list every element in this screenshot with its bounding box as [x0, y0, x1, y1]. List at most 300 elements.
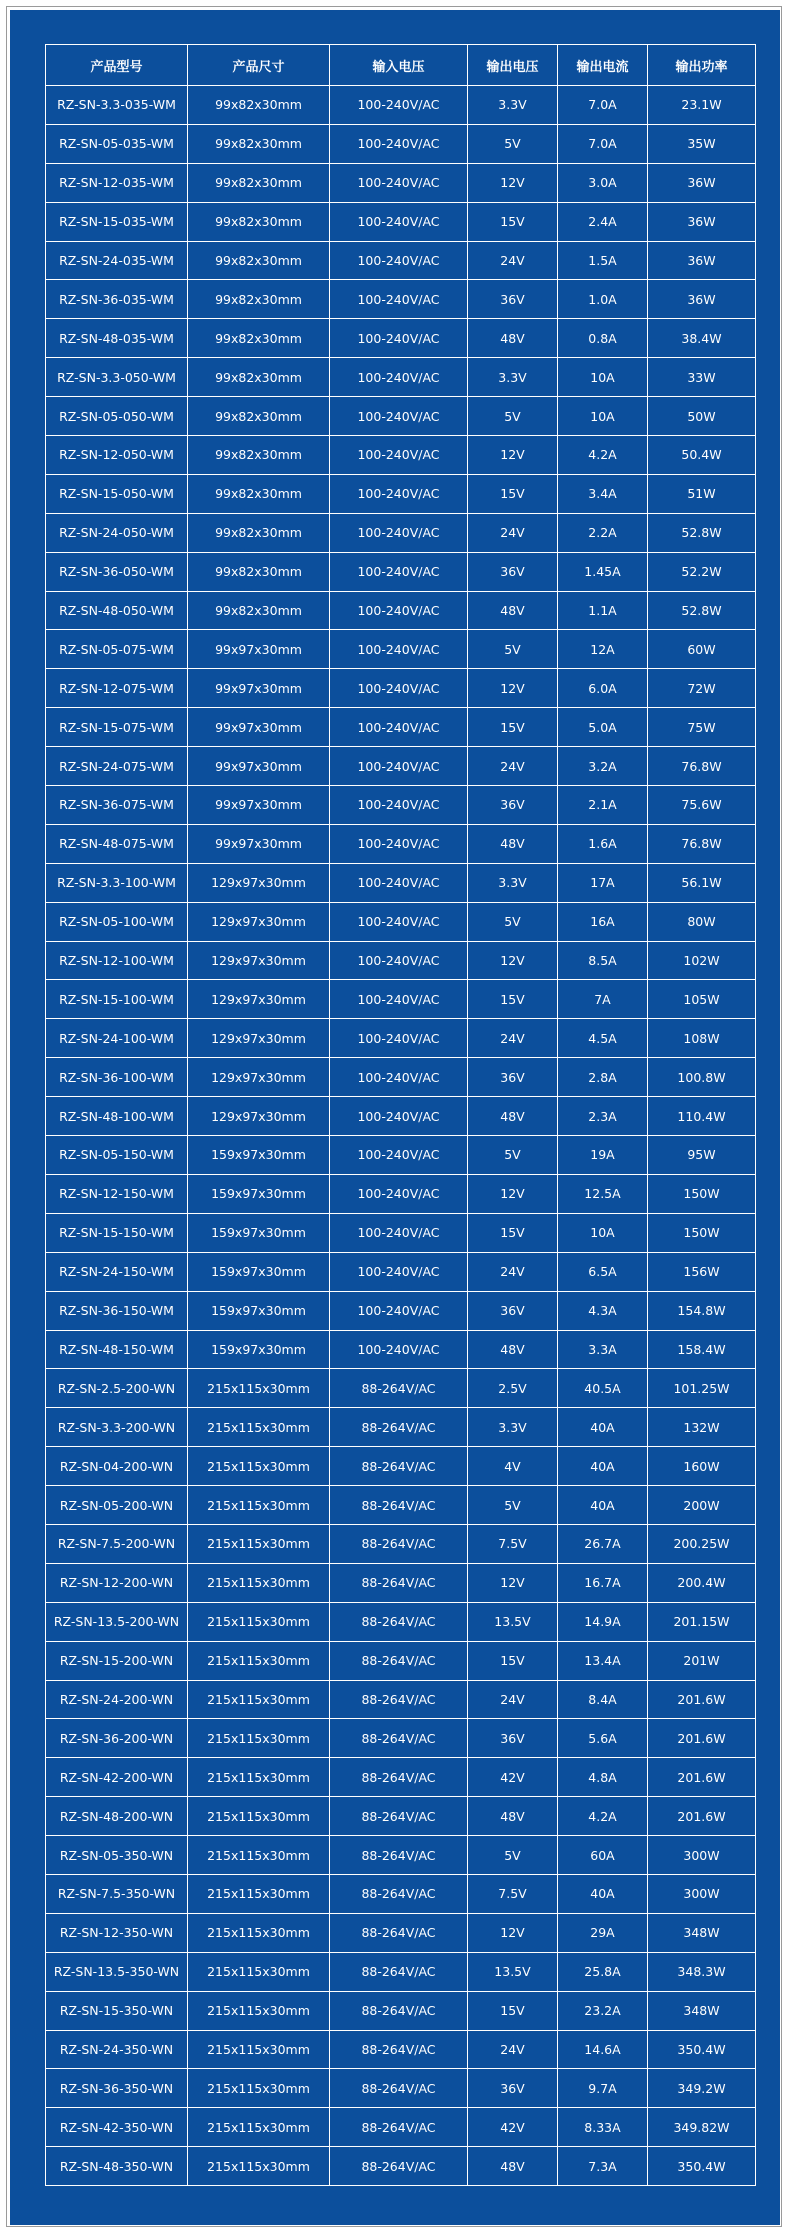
cell-output-current: 16.7A — [558, 1563, 648, 1602]
cell-output-power: 201.6W — [648, 1719, 756, 1758]
cell-size: 99x82x30mm — [188, 319, 330, 358]
cell-input-voltage: 88-264V/AC — [330, 1874, 468, 1913]
cell-model: RZ-SN-13.5-200-WN — [46, 1602, 188, 1641]
cell-input-voltage: 100-240V/AC — [330, 202, 468, 241]
table-row — [46, 1330, 756, 1369]
cell-output-power: 50W — [648, 397, 756, 436]
table-row — [46, 1058, 756, 1097]
cell-size: 99x82x30mm — [188, 163, 330, 202]
cell-input-voltage: 88-264V/AC — [330, 1369, 468, 1408]
table-row — [46, 241, 756, 280]
cell-model: RZ-SN-7.5-350-WN — [46, 1874, 188, 1913]
table-row — [46, 1019, 756, 1058]
cell-input-voltage: 100-240V/AC — [330, 591, 468, 630]
cell-output-voltage: 48V — [468, 1797, 558, 1836]
cell-output-power: 201.6W — [648, 1758, 756, 1797]
cell-output-power: 100.8W — [648, 1058, 756, 1097]
cell-output-current: 9.7A — [558, 2069, 648, 2108]
cell-output-current: 10A — [558, 1213, 648, 1252]
cell-model: RZ-SN-15-035-WM — [46, 202, 188, 241]
cell-output-current: 3.0A — [558, 163, 648, 202]
cell-output-voltage: 4V — [468, 1447, 558, 1486]
cell-output-power: 200.25W — [648, 1524, 756, 1563]
cell-output-voltage: 15V — [468, 1213, 558, 1252]
table-row — [46, 591, 756, 630]
cell-output-current: 8.33A — [558, 2108, 648, 2147]
cell-input-voltage: 100-240V/AC — [330, 1058, 468, 1097]
cell-size: 215x115x30mm — [188, 1369, 330, 1408]
cell-size: 129x97x30mm — [188, 1097, 330, 1136]
cell-size: 129x97x30mm — [188, 902, 330, 941]
table-row — [46, 708, 756, 747]
table-row — [46, 1758, 756, 1797]
cell-input-voltage: 88-264V/AC — [330, 1486, 468, 1525]
cell-output-current: 2.2A — [558, 513, 648, 552]
cell-model: RZ-SN-05-035-WM — [46, 124, 188, 163]
cell-output-current: 12A — [558, 630, 648, 669]
table-row — [46, 1719, 756, 1758]
cell-input-voltage: 88-264V/AC — [330, 1719, 468, 1758]
cell-input-voltage: 100-240V/AC — [330, 941, 468, 980]
cell-size: 215x115x30mm — [188, 1486, 330, 1525]
table-row — [46, 1641, 756, 1680]
cell-model: RZ-SN-15-150-WM — [46, 1213, 188, 1252]
cell-model: RZ-SN-15-200-WN — [46, 1641, 188, 1680]
cell-output-voltage: 5V — [468, 1136, 558, 1175]
cell-input-voltage: 88-264V/AC — [330, 1952, 468, 1991]
cell-model: RZ-SN-05-050-WM — [46, 397, 188, 436]
cell-size: 99x97x30mm — [188, 630, 330, 669]
cell-size: 99x82x30mm — [188, 358, 330, 397]
cell-size: 215x115x30mm — [188, 1991, 330, 2030]
cell-size: 99x82x30mm — [188, 280, 330, 319]
cell-output-voltage: 3.3V — [468, 863, 558, 902]
table-row — [46, 319, 756, 358]
cell-output-current: 6.5A — [558, 1252, 648, 1291]
cell-output-current: 3.2A — [558, 747, 648, 786]
cell-size: 215x115x30mm — [188, 1836, 330, 1875]
table-row — [46, 1486, 756, 1525]
cell-output-power: 105W — [648, 980, 756, 1019]
cell-output-power: 101.25W — [648, 1369, 756, 1408]
table-row — [46, 397, 756, 436]
cell-output-voltage: 7.5V — [468, 1874, 558, 1913]
cell-output-current: 13.4A — [558, 1641, 648, 1680]
cell-model: RZ-SN-42-200-WN — [46, 1758, 188, 1797]
cell-size: 99x82x30mm — [188, 124, 330, 163]
cell-model: RZ-SN-12-150-WM — [46, 1174, 188, 1213]
cell-size: 99x82x30mm — [188, 474, 330, 513]
cell-size: 129x97x30mm — [188, 941, 330, 980]
cell-output-current: 8.4A — [558, 1680, 648, 1719]
cell-output-current: 4.2A — [558, 436, 648, 475]
cell-size: 99x82x30mm — [188, 202, 330, 241]
cell-output-voltage: 3.3V — [468, 86, 558, 125]
cell-output-current: 10A — [558, 358, 648, 397]
cell-output-voltage: 15V — [468, 708, 558, 747]
cell-input-voltage: 100-240V/AC — [330, 863, 468, 902]
cell-output-power: 35W — [648, 124, 756, 163]
cell-size: 215x115x30mm — [188, 2108, 330, 2147]
table-row — [46, 1213, 756, 1252]
cell-model: RZ-SN-2.5-200-WN — [46, 1369, 188, 1408]
cell-output-current: 19A — [558, 1136, 648, 1175]
cell-size: 99x82x30mm — [188, 436, 330, 475]
table-row — [46, 1991, 756, 2030]
cell-output-power: 76.8W — [648, 747, 756, 786]
cell-input-voltage: 88-264V/AC — [330, 1524, 468, 1563]
cell-output-voltage: 12V — [468, 1174, 558, 1213]
cell-output-power: 348W — [648, 1913, 756, 1952]
cell-input-voltage: 100-240V/AC — [330, 552, 468, 591]
cell-size: 159x97x30mm — [188, 1330, 330, 1369]
cell-size: 215x115x30mm — [188, 1952, 330, 1991]
cell-output-power: 201.6W — [648, 1797, 756, 1836]
cell-input-voltage: 88-264V/AC — [330, 1408, 468, 1447]
table-row — [46, 513, 756, 552]
cell-size: 215x115x30mm — [188, 1680, 330, 1719]
cell-output-current: 14.9A — [558, 1602, 648, 1641]
cell-model: RZ-SN-3.3-200-WN — [46, 1408, 188, 1447]
cell-output-power: 52.8W — [648, 591, 756, 630]
table-header-row — [46, 45, 756, 86]
cell-output-voltage: 2.5V — [468, 1369, 558, 1408]
cell-output-voltage: 36V — [468, 786, 558, 825]
table-row — [46, 630, 756, 669]
cell-output-power: 200.4W — [648, 1563, 756, 1602]
cell-model: RZ-SN-24-150-WM — [46, 1252, 188, 1291]
cell-output-voltage: 48V — [468, 1097, 558, 1136]
cell-input-voltage: 88-264V/AC — [330, 1836, 468, 1875]
table-row — [46, 124, 756, 163]
cell-model: RZ-SN-36-035-WM — [46, 280, 188, 319]
cell-output-power: 36W — [648, 202, 756, 241]
cell-output-power: 36W — [648, 280, 756, 319]
cell-output-voltage: 48V — [468, 1330, 558, 1369]
cell-output-voltage: 5V — [468, 124, 558, 163]
cell-output-power: 160W — [648, 1447, 756, 1486]
cell-output-current: 40.5A — [558, 1369, 648, 1408]
cell-input-voltage: 100-240V/AC — [330, 436, 468, 475]
table-row — [46, 747, 756, 786]
cell-input-voltage: 88-264V/AC — [330, 1447, 468, 1486]
table-row — [46, 1836, 756, 1875]
cell-output-current: 16A — [558, 902, 648, 941]
cell-model: RZ-SN-36-075-WM — [46, 786, 188, 825]
cell-output-power: 52.8W — [648, 513, 756, 552]
cell-output-voltage: 12V — [468, 669, 558, 708]
cell-output-voltage: 48V — [468, 824, 558, 863]
cell-output-power: 36W — [648, 241, 756, 280]
cell-output-voltage: 5V — [468, 902, 558, 941]
cell-model: RZ-SN-24-100-WM — [46, 1019, 188, 1058]
cell-model: RZ-SN-15-050-WM — [46, 474, 188, 513]
cell-output-power: 76.8W — [648, 824, 756, 863]
cell-size: 215x115x30mm — [188, 1524, 330, 1563]
cell-output-current: 1.6A — [558, 824, 648, 863]
table-row — [46, 2147, 756, 2186]
cell-output-power: 350.4W — [648, 2030, 756, 2069]
cell-output-current: 7A — [558, 980, 648, 1019]
cell-model: RZ-SN-05-150-WM — [46, 1136, 188, 1175]
cell-output-voltage: 36V — [468, 552, 558, 591]
header-output-voltage: 输出电压 — [468, 45, 558, 86]
cell-output-current: 8.5A — [558, 941, 648, 980]
cell-output-current: 17A — [558, 863, 648, 902]
cell-model: RZ-SN-05-350-WN — [46, 1836, 188, 1875]
cell-output-voltage: 13.5V — [468, 1602, 558, 1641]
cell-model: RZ-SN-48-350-WN — [46, 2147, 188, 2186]
table-row — [46, 1524, 756, 1563]
cell-output-current: 14.6A — [558, 2030, 648, 2069]
cell-output-power: 56.1W — [648, 863, 756, 902]
cell-output-power: 132W — [648, 1408, 756, 1447]
cell-size: 215x115x30mm — [188, 1913, 330, 1952]
table-row — [46, 941, 756, 980]
cell-size: 129x97x30mm — [188, 980, 330, 1019]
cell-output-current: 23.2A — [558, 1991, 648, 2030]
cell-output-voltage: 24V — [468, 513, 558, 552]
cell-size: 215x115x30mm — [188, 1602, 330, 1641]
table-row — [46, 1408, 756, 1447]
cell-model: RZ-SN-24-050-WM — [46, 513, 188, 552]
table-row — [46, 1136, 756, 1175]
cell-output-power: 72W — [648, 669, 756, 708]
cell-size: 215x115x30mm — [188, 1719, 330, 1758]
cell-size: 159x97x30mm — [188, 1174, 330, 1213]
cell-output-power: 95W — [648, 1136, 756, 1175]
cell-model: RZ-SN-05-100-WM — [46, 902, 188, 941]
cell-output-power: 80W — [648, 902, 756, 941]
cell-output-voltage: 3.3V — [468, 358, 558, 397]
cell-model: RZ-SN-12-100-WM — [46, 941, 188, 980]
cell-output-voltage: 48V — [468, 591, 558, 630]
table-row — [46, 1952, 756, 1991]
cell-input-voltage: 88-264V/AC — [330, 2030, 468, 2069]
cell-output-power: 154.8W — [648, 1291, 756, 1330]
cell-output-current: 7.3A — [558, 2147, 648, 2186]
cell-output-power: 33W — [648, 358, 756, 397]
cell-input-voltage: 100-240V/AC — [330, 124, 468, 163]
cell-output-voltage: 36V — [468, 1291, 558, 1330]
cell-size: 99x97x30mm — [188, 708, 330, 747]
cell-output-voltage: 36V — [468, 2069, 558, 2108]
cell-model: RZ-SN-48-075-WM — [46, 824, 188, 863]
cell-output-voltage: 48V — [468, 2147, 558, 2186]
table-row — [46, 436, 756, 475]
cell-input-voltage: 100-240V/AC — [330, 1213, 468, 1252]
table-row — [46, 2030, 756, 2069]
cell-output-power: 51W — [648, 474, 756, 513]
table-row — [46, 1680, 756, 1719]
cell-size: 159x97x30mm — [188, 1136, 330, 1175]
cell-model: RZ-SN-48-050-WM — [46, 591, 188, 630]
cell-model: RZ-SN-48-035-WM — [46, 319, 188, 358]
cell-output-current: 29A — [558, 1913, 648, 1952]
header-model: 产品型号 — [46, 45, 188, 86]
cell-model: RZ-SN-05-075-WM — [46, 630, 188, 669]
cell-output-voltage: 5V — [468, 1486, 558, 1525]
cell-output-power: 349.82W — [648, 2108, 756, 2147]
cell-model: RZ-SN-24-200-WN — [46, 1680, 188, 1719]
cell-output-voltage: 15V — [468, 1641, 558, 1680]
table-row — [46, 980, 756, 1019]
table-row — [46, 1563, 756, 1602]
cell-model: RZ-SN-12-075-WM — [46, 669, 188, 708]
cell-input-voltage: 88-264V/AC — [330, 1797, 468, 1836]
cell-input-voltage: 88-264V/AC — [330, 2147, 468, 2186]
cell-size: 129x97x30mm — [188, 1019, 330, 1058]
cell-output-voltage: 15V — [468, 980, 558, 1019]
table-row — [46, 1291, 756, 1330]
cell-output-current: 2.3A — [558, 1097, 648, 1136]
cell-output-voltage: 12V — [468, 1563, 558, 1602]
cell-output-voltage: 42V — [468, 1758, 558, 1797]
table-row — [46, 1174, 756, 1213]
cell-output-current: 25.8A — [558, 1952, 648, 1991]
cell-output-voltage: 24V — [468, 2030, 558, 2069]
cell-output-voltage: 7.5V — [468, 1524, 558, 1563]
cell-model: RZ-SN-12-035-WM — [46, 163, 188, 202]
cell-size: 99x97x30mm — [188, 786, 330, 825]
cell-input-voltage: 100-240V/AC — [330, 1330, 468, 1369]
cell-output-voltage: 3.3V — [468, 1408, 558, 1447]
cell-output-power: 23.1W — [648, 86, 756, 125]
cell-output-power: 300W — [648, 1836, 756, 1875]
cell-output-voltage: 12V — [468, 941, 558, 980]
cell-size: 159x97x30mm — [188, 1252, 330, 1291]
cell-input-voltage: 88-264V/AC — [330, 1602, 468, 1641]
cell-model: RZ-SN-05-200-WN — [46, 1486, 188, 1525]
cell-output-current: 2.4A — [558, 202, 648, 241]
cell-output-power: 75W — [648, 708, 756, 747]
cell-output-power: 201.15W — [648, 1602, 756, 1641]
cell-output-power: 300W — [648, 1874, 756, 1913]
table-row — [46, 1252, 756, 1291]
cell-output-power: 60W — [648, 630, 756, 669]
cell-output-power: 150W — [648, 1174, 756, 1213]
cell-input-voltage: 88-264V/AC — [330, 1641, 468, 1680]
cell-output-power: 50.4W — [648, 436, 756, 475]
cell-output-current: 1.0A — [558, 280, 648, 319]
cell-model: RZ-SN-36-050-WM — [46, 552, 188, 591]
cell-model: RZ-SN-36-100-WM — [46, 1058, 188, 1097]
cell-output-voltage: 24V — [468, 1019, 558, 1058]
cell-model: RZ-SN-15-100-WM — [46, 980, 188, 1019]
header-input-voltage: 输入电压 — [330, 45, 468, 86]
spec-panel — [10, 10, 780, 2225]
cell-size: 99x82x30mm — [188, 591, 330, 630]
cell-size: 129x97x30mm — [188, 1058, 330, 1097]
cell-model: RZ-SN-36-200-WN — [46, 1719, 188, 1758]
cell-output-voltage: 24V — [468, 747, 558, 786]
cell-input-voltage: 88-264V/AC — [330, 1913, 468, 1952]
cell-output-voltage: 12V — [468, 163, 558, 202]
cell-output-voltage: 36V — [468, 1719, 558, 1758]
cell-input-voltage: 100-240V/AC — [330, 280, 468, 319]
cell-model: RZ-SN-3.3-100-WM — [46, 863, 188, 902]
cell-model: RZ-SN-42-350-WN — [46, 2108, 188, 2147]
table-row — [46, 1913, 756, 1952]
cell-model: RZ-SN-24-035-WM — [46, 241, 188, 280]
cell-output-current: 1.45A — [558, 552, 648, 591]
cell-size: 99x97x30mm — [188, 747, 330, 786]
cell-output-voltage: 5V — [468, 397, 558, 436]
cell-output-current: 4.8A — [558, 1758, 648, 1797]
cell-input-voltage: 88-264V/AC — [330, 2108, 468, 2147]
cell-output-current: 5.6A — [558, 1719, 648, 1758]
cell-output-voltage: 12V — [468, 1913, 558, 1952]
cell-size: 215x115x30mm — [188, 1408, 330, 1447]
cell-output-current: 40A — [558, 1408, 648, 1447]
table-row — [46, 474, 756, 513]
cell-model: RZ-SN-15-075-WM — [46, 708, 188, 747]
cell-output-power: 102W — [648, 941, 756, 980]
cell-input-voltage: 100-240V/AC — [330, 319, 468, 358]
cell-size: 215x115x30mm — [188, 1758, 330, 1797]
cell-input-voltage: 100-240V/AC — [330, 902, 468, 941]
cell-size: 215x115x30mm — [188, 1563, 330, 1602]
cell-size: 99x97x30mm — [188, 824, 330, 863]
cell-input-voltage: 88-264V/AC — [330, 1991, 468, 2030]
cell-size: 215x115x30mm — [188, 1797, 330, 1836]
cell-input-voltage: 100-240V/AC — [330, 786, 468, 825]
cell-output-voltage: 36V — [468, 280, 558, 319]
cell-output-current: 40A — [558, 1486, 648, 1525]
cell-input-voltage: 88-264V/AC — [330, 1758, 468, 1797]
cell-input-voltage: 100-240V/AC — [330, 1291, 468, 1330]
cell-model: RZ-SN-48-150-WM — [46, 1330, 188, 1369]
table-row — [46, 86, 756, 125]
cell-output-current: 1.5A — [558, 241, 648, 280]
cell-output-current: 60A — [558, 1836, 648, 1875]
cell-size: 215x115x30mm — [188, 1874, 330, 1913]
table-row — [46, 2069, 756, 2108]
cell-output-voltage: 24V — [468, 241, 558, 280]
cell-model: RZ-SN-13.5-350-WN — [46, 1952, 188, 1991]
cell-input-voltage: 100-240V/AC — [330, 397, 468, 436]
cell-output-power: 348.3W — [648, 1952, 756, 1991]
cell-output-power: 350.4W — [648, 2147, 756, 2186]
table-row — [46, 2108, 756, 2147]
cell-output-voltage: 15V — [468, 474, 558, 513]
cell-size: 215x115x30mm — [188, 2069, 330, 2108]
cell-output-power: 201.6W — [648, 1680, 756, 1719]
cell-output-power: 348W — [648, 1991, 756, 2030]
cell-input-voltage: 100-240V/AC — [330, 163, 468, 202]
cell-output-power: 349.2W — [648, 2069, 756, 2108]
cell-model: RZ-SN-04-200-WN — [46, 1447, 188, 1486]
cell-model: RZ-SN-7.5-200-WN — [46, 1524, 188, 1563]
cell-input-voltage: 100-240V/AC — [330, 1019, 468, 1058]
cell-input-voltage: 100-240V/AC — [330, 1252, 468, 1291]
cell-size: 159x97x30mm — [188, 1291, 330, 1330]
cell-input-voltage: 100-240V/AC — [330, 358, 468, 397]
cell-model: RZ-SN-12-050-WM — [46, 436, 188, 475]
cell-output-voltage: 5V — [468, 1836, 558, 1875]
cell-output-power: 156W — [648, 1252, 756, 1291]
cell-output-voltage: 5V — [468, 630, 558, 669]
table-row — [46, 824, 756, 863]
cell-output-current: 10A — [558, 397, 648, 436]
cell-size: 99x97x30mm — [188, 669, 330, 708]
cell-output-power: 200W — [648, 1486, 756, 1525]
cell-size: 215x115x30mm — [188, 2147, 330, 2186]
cell-output-current: 40A — [558, 1447, 648, 1486]
cell-output-current: 1.1A — [558, 591, 648, 630]
header-output-power: 输出功率 — [648, 45, 756, 86]
cell-output-current: 3.3A — [558, 1330, 648, 1369]
